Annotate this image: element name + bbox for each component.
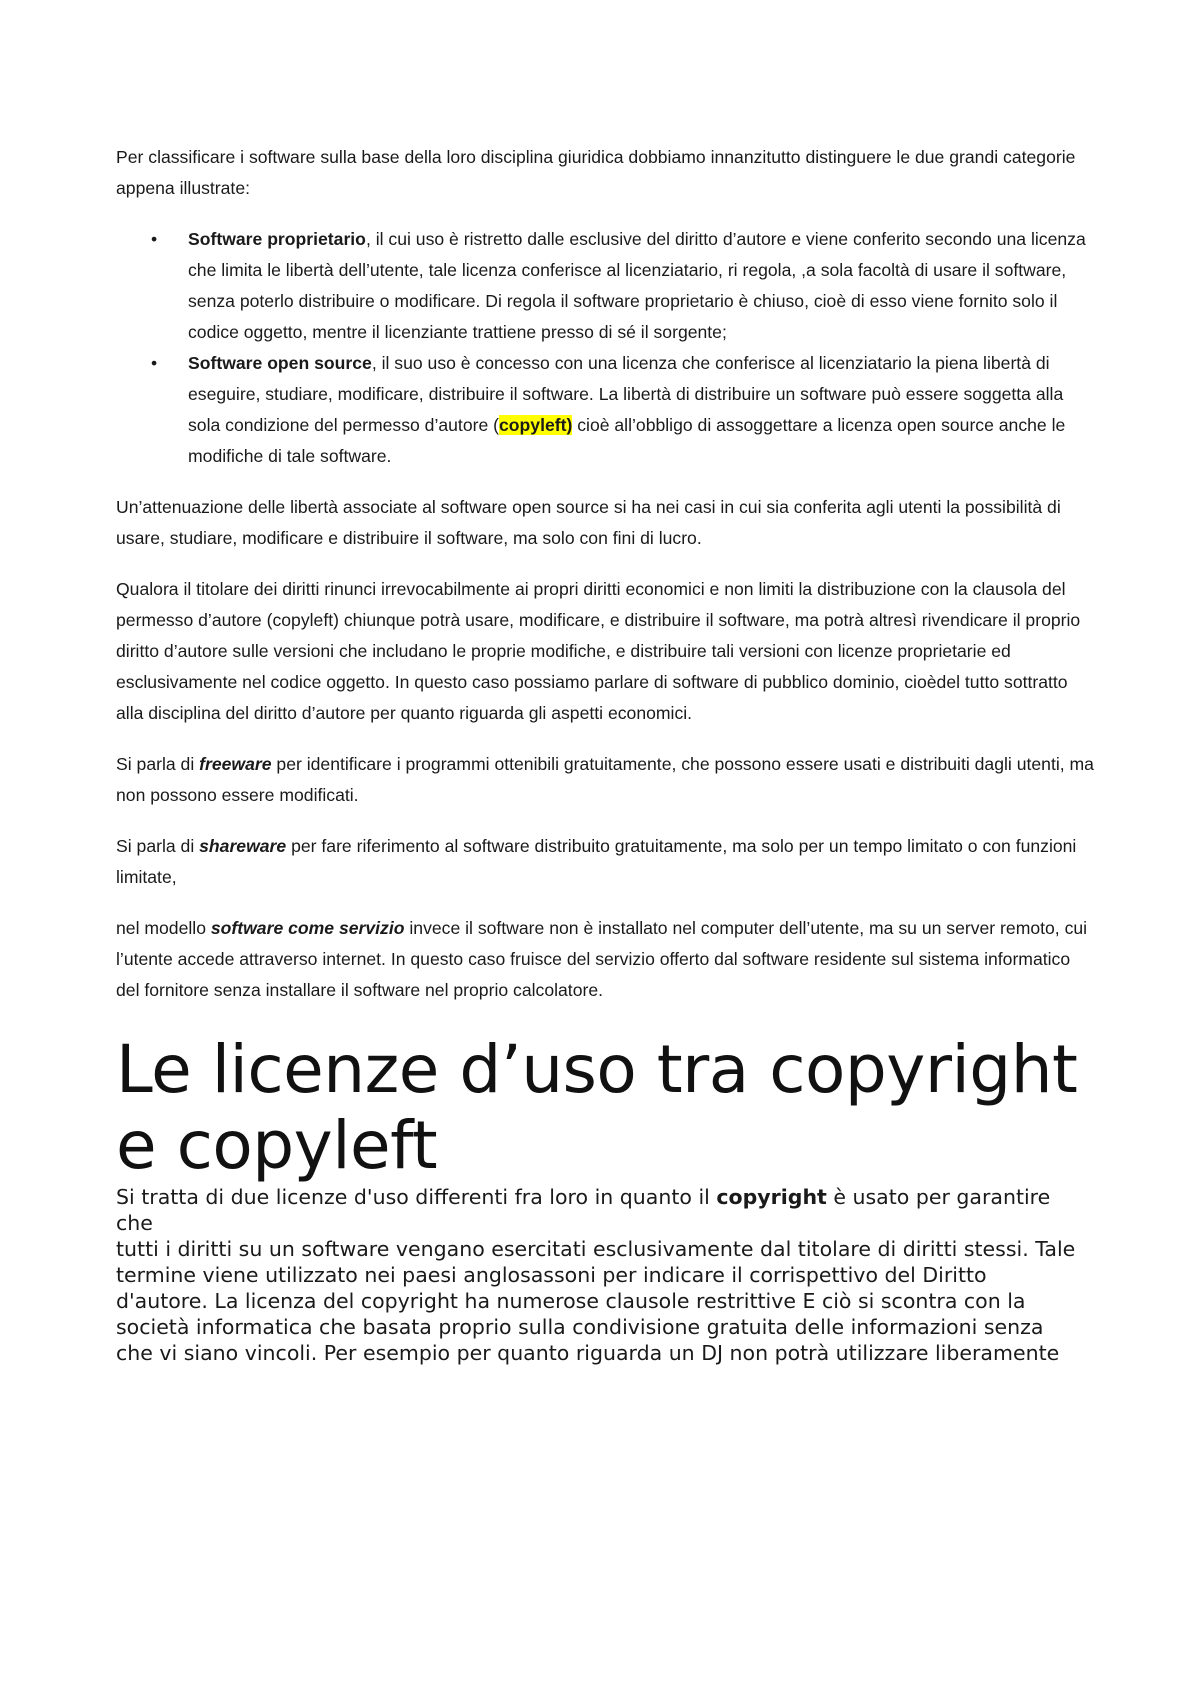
shareware-paragraph	[116, 831, 1094, 893]
term-saas: software come servizio	[210, 918, 405, 938]
term-copyright: copyright	[716, 1185, 827, 1209]
copyright-line-1-end: è usato per garantire che	[116, 1185, 1051, 1235]
copyright-line-1	[116, 1184, 1076, 1236]
copyright-line-2: tutti i diritti su un software vengano esercitati esclusivamente dal titolare di diritti stessi. Tale	[116, 1237, 1076, 1261]
bullet-icon: •	[151, 353, 158, 373]
open-source-description-end: cioè all’obbligo di assoggettare a licenza open source anche le modifiche di tale software.	[188, 415, 1066, 466]
freeware-lead: Si parla di	[116, 754, 200, 774]
list-item-open-source	[151, 348, 1094, 472]
document-page	[116, 142, 1094, 1366]
software-categories-list	[116, 224, 1094, 472]
term-shareware: shareware	[199, 836, 287, 856]
freeware-text: per identificare i programmi ottenibili gratuitamente, che possono essere usati e distribuiti dagli utenti, ma non possono essere modificati.	[116, 754, 1094, 805]
copyright-line-5: che vi siano vincoli. Per esempio per quanto riguarda un DJ non potrà utilizzare liberamente	[116, 1341, 1060, 1365]
proprietary-description: , il cui uso è ristretto dalle esclusive del diritto d’autore e viene conferito secondo una licenza che limita le libertà dell’utente, tale licenza conferisce al licenziatario, ri regola, ,a sola facoltà di usare il software, senza poterlo distribuire o modificare. Di regola il software proprietario è chiuso, cioè di esso viene fornito solo il codice oggetto, mentre il licenziante trattiene presso di sé il sorgente;	[188, 229, 1086, 342]
shareware-text: per fare riferimento al software distribuito gratuitamente, ma solo per un tempo limitato o con funzioni limitate,	[116, 836, 1077, 887]
section-heading: Le licenze d’uso tra copyright e copyleft	[116, 1031, 1078, 1184]
bullet-icon: •	[151, 229, 158, 249]
open-source-description: , il suo uso è concesso con una licenza che conferisce al licenziatario la piena libertà di eseguire, studiare, modificare, distribuire il software. La libertà di distribuire un software può essere soggetta alla sola condizione del permesso d’autore (	[188, 353, 1064, 435]
term-open-source: Software open source	[188, 353, 372, 373]
list-item-proprietary	[151, 224, 1094, 348]
term-freeware: freeware	[199, 754, 272, 774]
saas-paragraph	[116, 913, 1094, 1006]
copyright-line-1-start: Si tratta di due licenze d'uso differenti fra loro in quanto il	[116, 1185, 717, 1209]
copyright-line-3: termine viene utilizzato nei paesi anglosassoni per indicare il corrispettivo del Diritto d'autore. La licenza del copyright ha numerose clausole restrittive E ciò si scontra con la	[116, 1263, 1026, 1313]
term-proprietary: Software proprietario	[188, 229, 366, 249]
copyright-section-body	[116, 1184, 1076, 1366]
attenuation-paragraph: Un’attenuazione delle libertà associate al software open source si ha nei casi in cui sia conferita agli utenti la possibilità di usare, studiare, modificare e distribuire il software, ma solo con fini di lucro.	[116, 497, 1061, 548]
intro-paragraph: Per classificare i software sulla base della loro disciplina giuridica dobbiamo innanzitutto distinguere le due grandi categorie appena illustrate:	[116, 147, 1076, 198]
public-domain-paragraph: Qualora il titolare dei diritti rinunci irrevocabilmente ai propri diritti economici e non limiti la distribuzione con la clausola del permesso d’autore (copyleft) chiunque potrà usare, modificare, e distribuire il software, ma potrà altresì rivendicare il proprio diritto d’autore sulle versioni che includano le proprie modifiche, e distribuire tali versioni con licenze proprietarie ed esclusivamente nel codice oggetto. In questo caso possiamo parlare di software di pubblico dominio, cioèdel tutto sottratto alla disciplina del diritto d’autore per quanto riguarda gli aspetti economici.	[116, 579, 1081, 723]
freeware-paragraph	[116, 749, 1094, 811]
saas-lead: nel modello	[116, 918, 211, 938]
saas-text: invece il software non è installato nel computer dell’utente, ma su un server remoto, cui l’utente accede attraverso internet. In questo caso fruisce del servizio offerto dal software residente sul sistema informatico del fornitore senza installare il software nel proprio calcolatore.	[116, 918, 1088, 1000]
shareware-lead: Si parla di	[116, 836, 200, 856]
copyright-line-4: società informatica che basata proprio sulla condivisione gratuita delle informazioni senza	[116, 1315, 1044, 1339]
copyleft-highlight: copyleft)	[499, 415, 573, 435]
